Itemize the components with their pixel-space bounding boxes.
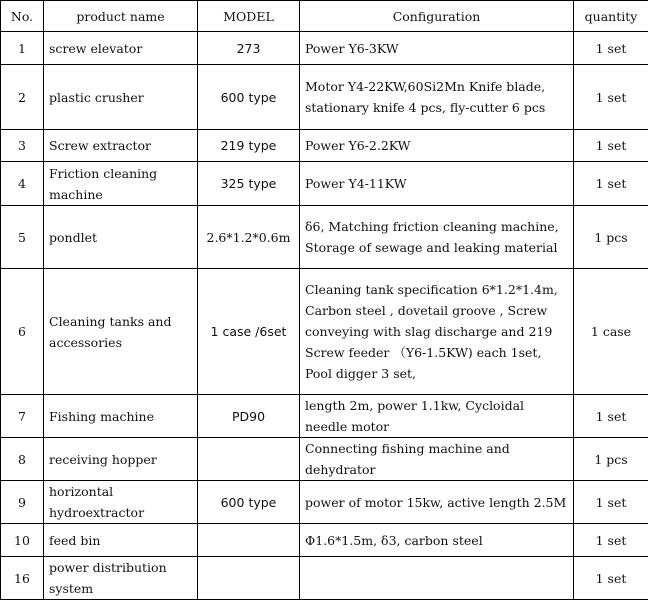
row-configuration: power of motor 15kw, active length 2.5M (300, 481, 574, 524)
row-configuration: Connecting fishing machine and dehydrator (300, 438, 574, 481)
row-product-name: Cleaning tanks and accessories (44, 269, 198, 395)
row-model (198, 557, 300, 600)
header-configuration: Configuration (300, 1, 574, 32)
header-quantity: quantity (574, 1, 648, 32)
row-product-name: horizontal hydroextractor (44, 481, 198, 524)
table-row (1, 557, 648, 600)
row-model: 600 type (198, 481, 300, 524)
row-no: 2 (1, 65, 44, 130)
row-product-name: feed bin (44, 524, 198, 557)
table-row (1, 65, 648, 130)
row-model: 600 type (198, 65, 300, 130)
row-no: 4 (1, 162, 44, 206)
row-product-name: Friction cleaning machine (44, 162, 198, 206)
table-row (1, 524, 648, 557)
row-no: 16 (1, 557, 44, 600)
row-configuration: Power Y6-3KW (300, 32, 574, 65)
row-no: 1 (1, 32, 44, 65)
row-no: 6 (1, 269, 44, 395)
row-no: 7 (1, 395, 44, 438)
row-configuration: δ6, Matching friction cleaning machine, Storage of sewage and leaking material (300, 206, 574, 269)
row-quantity: 1 set (574, 162, 648, 206)
row-model (198, 524, 300, 557)
row-no: 9 (1, 481, 44, 524)
row-quantity: 1 case (574, 269, 648, 395)
row-quantity: 1 set (574, 395, 648, 438)
table-row (1, 32, 648, 65)
row-model: 219 type (198, 130, 300, 162)
row-product-name: plastic crusher (44, 65, 198, 130)
table-row (1, 481, 648, 524)
row-configuration (300, 557, 574, 600)
header-model: MODEL (198, 1, 300, 32)
header-product-name: product name (44, 1, 198, 32)
row-model (198, 438, 300, 481)
row-configuration: Power Y4-11KW (300, 162, 574, 206)
row-product-name: pondlet (44, 206, 198, 269)
row-product-name: screw elevator (44, 32, 198, 65)
row-quantity: 1 set (574, 557, 648, 600)
row-quantity: 1 set (574, 32, 648, 65)
table-row (1, 395, 648, 438)
row-product-name: Screw extractor (44, 130, 198, 162)
row-model: 1 case /6set (198, 269, 300, 395)
header-no: No. (1, 1, 44, 32)
row-model: PD90 (198, 395, 300, 438)
row-no: 8 (1, 438, 44, 481)
row-configuration: Cleaning tank specification 6*1.2*1.4m, Carbon steel , dovetail groove , Screw conveying with slag discharge and 219 Screw feeder （Y6-1.5KW) each 1set, Pool digger 3 set, (300, 269, 574, 395)
row-quantity: 1 set (574, 481, 648, 524)
row-configuration: Φ1.6*1.5m, δ3, carbon steel (300, 524, 574, 557)
row-configuration: Power Y6-2.2KW (300, 130, 574, 162)
table-row (1, 438, 648, 481)
row-quantity: 1 pcs (574, 206, 648, 269)
row-model: 273 (198, 32, 300, 65)
row-product-name: Fishing machine (44, 395, 198, 438)
row-quantity: 1 set (574, 130, 648, 162)
row-no: 3 (1, 130, 44, 162)
row-no: 10 (1, 524, 44, 557)
table-row (1, 130, 648, 162)
row-model: 2.6*1.2*0.6m (198, 206, 300, 269)
table-row (1, 162, 648, 206)
row-model: 325 type (198, 162, 300, 206)
header-row (1, 1, 648, 32)
table-row (1, 206, 648, 269)
row-configuration: Motor Y4-22KW,60Si2Mn Knife blade, stationary knife 4 pcs, fly-cutter 6 pcs (300, 65, 574, 130)
row-product-name: receiving hopper (44, 438, 198, 481)
row-quantity: 1 set (574, 524, 648, 557)
row-quantity: 1 set (574, 65, 648, 130)
table-row (1, 269, 648, 395)
row-product-name: power distribution system (44, 557, 198, 600)
row-no: 5 (1, 206, 44, 269)
row-configuration: length 2m, power 1.1kw, Cycloidal needle motor (300, 395, 574, 438)
row-quantity: 1 pcs (574, 438, 648, 481)
